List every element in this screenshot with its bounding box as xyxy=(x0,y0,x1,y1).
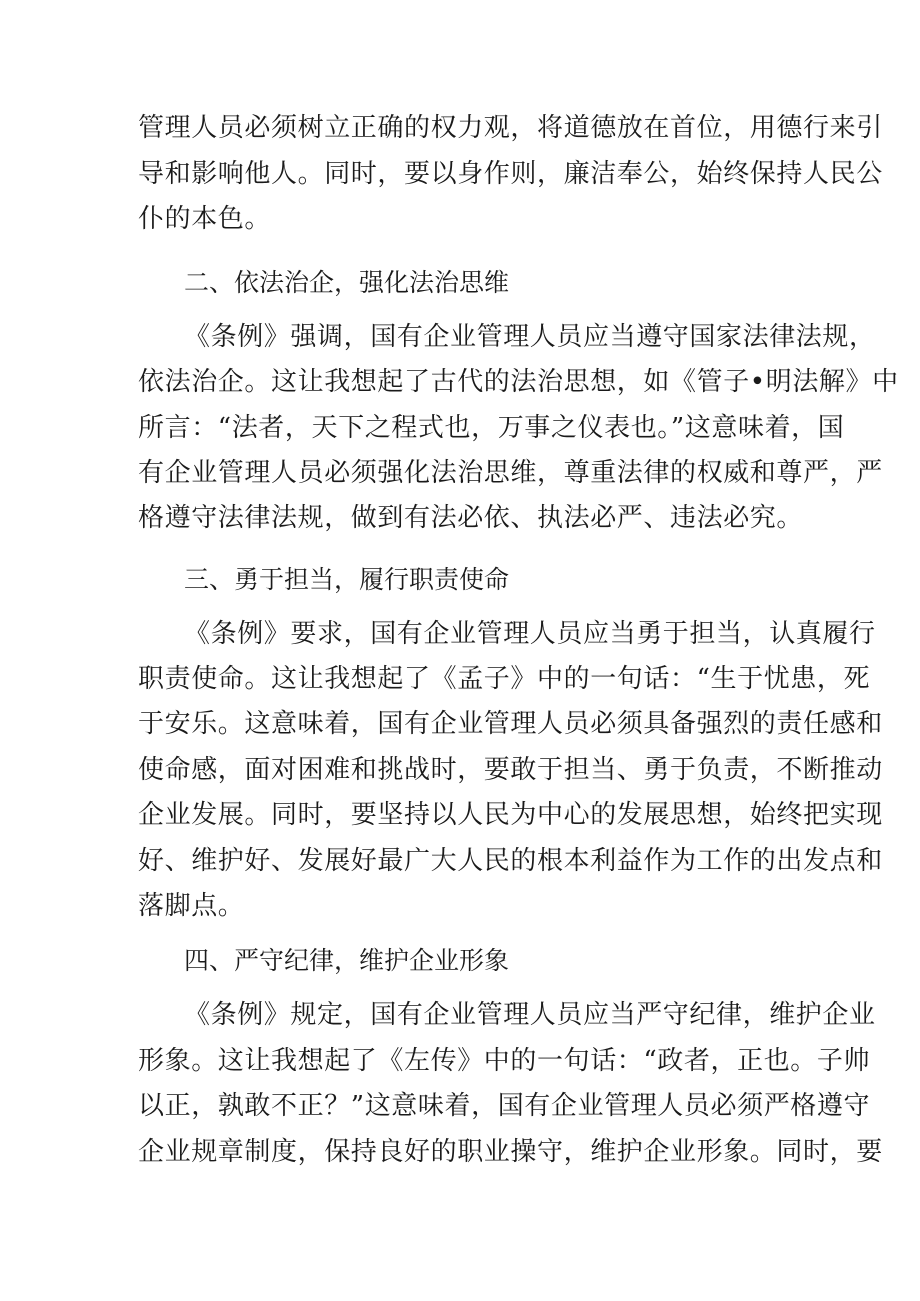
paragraph-line: 职责使命。这让我想起了《孟子》中的一句话：“生于忧患，死 xyxy=(138,664,871,694)
paragraph-line: 格遵守法律法规，做到有法必依、执法必严、违法必究。 xyxy=(138,503,804,533)
paragraph-line: 使命感，面对困难和挑战时，要敢于担当、勇于负责，不断推动 xyxy=(138,755,883,785)
paragraph-line: 好、维护好、发展好最广大人民的根本利益作为工作的出发点和 xyxy=(138,846,883,876)
section-heading-4: 四、严守纪律，维护企业形象 xyxy=(184,946,510,975)
section-heading-2: 二、依法治企，强化法治思维 xyxy=(184,268,510,297)
paragraph-line: 仆的本色。 xyxy=(138,204,272,234)
paragraph-line: 《条例》规定，国有企业管理人员应当严守纪律，维护企业 xyxy=(184,1000,876,1030)
paragraph-line: 导和影响他人。同时，要以身作则，廉洁奉公，始终保持人民公 xyxy=(138,159,883,189)
paragraph-line: 形象。这让我想起了《左传》中的一句话：“政者，正也。子帅 xyxy=(138,1046,871,1076)
paragraph-line: 于安乐。这意味着，国有企业管理人员必须具备强烈的责任感和 xyxy=(138,709,883,739)
paragraph-line: 依法治企。这让我想起了古代的法治思想，如《管子•明法解》中 xyxy=(138,367,899,397)
paragraph-line: 《条例》强调，国有企业管理人员应当遵守国家法律法规， xyxy=(184,322,876,352)
paragraph-line: 所言：“法者，天下之程式也，万事之仪表也。”这意味着，国 xyxy=(138,413,845,443)
paragraph-line: 落脚点。 xyxy=(138,891,245,921)
paragraph-line: 管理人员必须树立正确的权力观，将道德放在首位，用德行来引 xyxy=(138,113,883,143)
section-heading-3: 三、勇于担当，履行职责使命 xyxy=(184,565,510,594)
paragraph-line: 有企业管理人员必须强化法治思维，尊重法律的权威和尊严，严 xyxy=(138,458,883,488)
paragraph-line: 企业发展。同时，要坚持以人民为中心的发展思想，始终把实现 xyxy=(138,800,883,830)
paragraph-line: 《条例》要求，国有企业管理人员应当勇于担当，认真履行 xyxy=(184,619,876,649)
paragraph-line: 以正，孰敢不正？”这意味着，国有企业管理人员必须严格遵守 xyxy=(138,1091,871,1121)
paragraph-line: 企业规章制度，保持良好的职业操守，维护企业形象。同时，要 xyxy=(138,1137,883,1167)
